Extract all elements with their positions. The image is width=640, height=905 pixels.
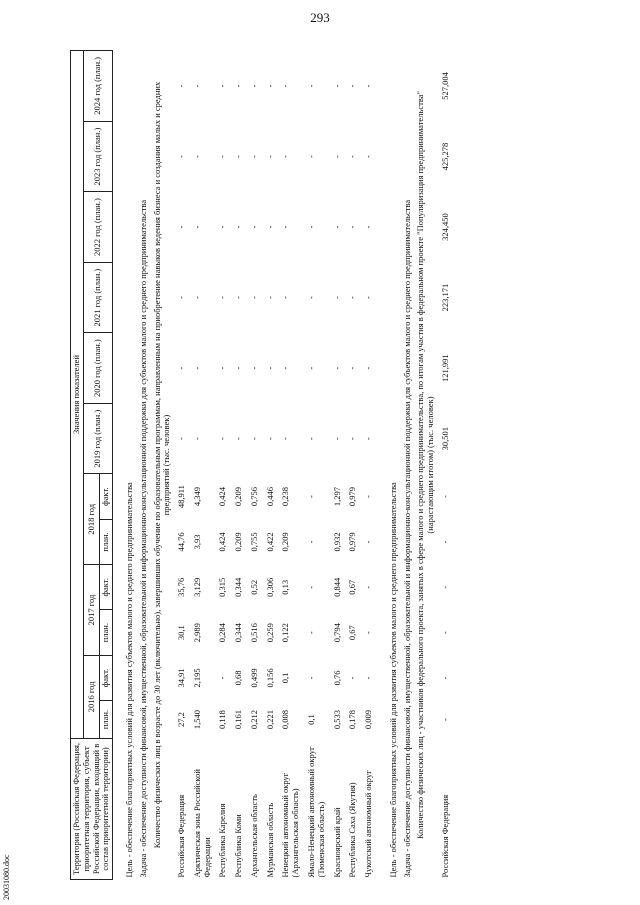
- gap-cell: [377, 51, 387, 880]
- value-cell: 0,118: [217, 710, 228, 729]
- fact-header: факт.: [100, 474, 113, 519]
- value-cell: -: [217, 437, 228, 441]
- value-cell: -: [191, 84, 202, 88]
- value-cell: -: [176, 296, 187, 300]
- value-cell: -: [248, 155, 259, 158]
- value-cell: -: [264, 84, 275, 88]
- value-cell: -: [191, 437, 202, 441]
- value-cell: -: [363, 676, 374, 680]
- value-cell: 324,450: [439, 213, 450, 241]
- value-cell: -: [347, 676, 358, 680]
- table-row: [263, 51, 279, 880]
- value-cell: 223,171: [439, 283, 450, 312]
- value-cell: 0,844: [331, 577, 342, 597]
- value-cell: -: [280, 366, 291, 370]
- value-cell: -: [191, 155, 202, 158]
- value-cell: -: [280, 84, 291, 88]
- value-cell: -: [264, 296, 275, 300]
- value-cell: -: [439, 676, 450, 680]
- value-cell: -: [217, 84, 228, 88]
- value-cell: 0,209: [233, 532, 244, 552]
- indicators-table: [70, 50, 454, 880]
- value-cell: -: [233, 437, 244, 441]
- value-cell: 0,755: [248, 532, 259, 552]
- value-cell: -: [306, 540, 317, 544]
- value-cell: -: [439, 540, 450, 544]
- year-header-2022: 2022 год (план.): [83, 192, 112, 263]
- value-cell: -: [306, 585, 317, 589]
- value-cell: -: [306, 155, 317, 158]
- value-cell: 34,91: [176, 668, 187, 688]
- value-cell: -: [248, 437, 259, 441]
- value-cell: -: [176, 437, 187, 441]
- value-cell: -: [331, 296, 342, 300]
- value-cell: -: [306, 296, 317, 300]
- value-cell: 30,1: [176, 625, 187, 641]
- value-cell: -: [280, 155, 291, 158]
- value-cell: -: [264, 366, 275, 370]
- year-header-2021: 2021 год (план.): [83, 262, 112, 333]
- value-cell: 30,501: [439, 426, 450, 451]
- fact-header: факт.: [100, 565, 113, 610]
- value-cell: -: [233, 366, 244, 370]
- section-gap: [377, 51, 387, 880]
- table-row: [330, 51, 346, 880]
- value-cell: -: [306, 631, 317, 635]
- value-cell: -: [191, 296, 202, 300]
- table-body: [113, 51, 454, 880]
- value-cell: 44,76: [176, 532, 187, 552]
- value-cell: 0,446: [264, 487, 275, 507]
- value-cell: -: [280, 296, 291, 300]
- value-cell: -: [217, 296, 228, 300]
- year-header-2024: 2024 год (план.): [83, 51, 112, 122]
- value-cell: 0,238: [280, 487, 291, 507]
- plan-header: план.: [100, 701, 113, 739]
- value-cell: -: [248, 84, 259, 88]
- value-cell: 0,756: [248, 487, 259, 507]
- section-indicator-row: [414, 51, 438, 880]
- value-cell: -: [264, 437, 275, 441]
- value-cell: 0,516: [248, 623, 259, 643]
- value-cell: -: [248, 296, 259, 300]
- value-cell: -: [363, 84, 374, 88]
- section-goal-row: [387, 51, 401, 880]
- table-row: [190, 51, 216, 880]
- value-cell: -: [363, 437, 374, 441]
- value-cell: 0,344: [233, 623, 244, 643]
- value-cell: 0,979: [347, 487, 358, 507]
- value-cell: 0,315: [217, 577, 228, 597]
- value-cell: 3,93: [191, 534, 202, 550]
- value-cell: 0,67: [347, 579, 358, 595]
- territory-name: Республика Коми: [233, 814, 244, 878]
- value-cell: -: [439, 718, 450, 721]
- value-cell: -: [217, 225, 228, 229]
- value-cell: 0,008: [280, 709, 291, 730]
- value-cell: -: [347, 84, 358, 88]
- value-cell: 0,422: [264, 532, 275, 552]
- section-task: Задача - обеспечение доступности финансовой, имущественной, образовательной и информационно-консультационной поддержки для субъектов малого и среднего предпринимательства: [137, 199, 148, 878]
- value-cell: 0,178: [347, 709, 358, 730]
- value-cell: -: [306, 225, 317, 229]
- value-cell: 48,911: [176, 485, 187, 509]
- value-cell: 0,499: [248, 668, 259, 688]
- value-cell: 0,13: [280, 579, 291, 595]
- rotated-page-content: [70, 50, 630, 880]
- value-cell: -: [363, 366, 374, 370]
- section-task-row: [137, 51, 151, 880]
- territory-name: Республика Карелия: [217, 803, 228, 878]
- value-cell: 1,540: [191, 709, 202, 730]
- territory-header: Территория (Российская Федерация, приоритетная территория, субъект Российской Федерации, входящий в состав приоритетной территории): [71, 738, 113, 879]
- value-cell: 0,533: [331, 709, 342, 730]
- value-cell: -: [176, 366, 187, 370]
- value-cell: -: [306, 366, 317, 370]
- value-cell: 0,68: [233, 670, 244, 686]
- value-cell: 0,76: [331, 670, 342, 686]
- value-cell: -: [191, 366, 202, 370]
- value-cell: 0,259: [264, 623, 275, 643]
- table-row: [174, 51, 190, 880]
- value-cell: 0,67: [347, 625, 358, 641]
- value-cell: 0,794: [331, 623, 342, 643]
- value-cell: -: [363, 495, 374, 499]
- section-indicator: Количество физических лиц - участников федерального проекта, занятых в сфере малого и среднего предпринимательства, по итогам участия в федеральном проекте "Популяризация предпринимательства" (нарастающим итогом) (тыс. человек): [415, 91, 436, 839]
- value-cell: -: [331, 366, 342, 370]
- value-cell: -: [233, 296, 244, 300]
- gap-cell: [113, 51, 124, 880]
- value-cell: -: [264, 155, 275, 158]
- value-cell: -: [363, 540, 374, 544]
- value-cell: -: [306, 495, 317, 499]
- value-cell: 0,122: [280, 623, 291, 643]
- value-cell: 527,004: [439, 72, 450, 100]
- value-cell: -: [176, 225, 187, 229]
- value-cell: -: [217, 366, 228, 370]
- value-cell: 0,212: [248, 709, 259, 730]
- value-cell: -: [176, 155, 187, 158]
- value-cell: 0,52: [248, 579, 259, 595]
- territory-name: Мурманская область: [264, 802, 275, 878]
- value-cell: -: [233, 155, 244, 158]
- value-cell: 0,156: [264, 668, 275, 688]
- fact-header: факт.: [100, 655, 113, 700]
- value-cell: 0,932: [331, 532, 342, 552]
- value-cell: -: [280, 225, 291, 229]
- territory-name: Красноярский край: [331, 807, 342, 878]
- table-row: [231, 51, 247, 880]
- footer-doc-text: 20031080.doc: [2, 854, 11, 900]
- value-cell: 0,1: [306, 714, 317, 725]
- value-cell: 0,221: [264, 709, 275, 730]
- value-cell: 27,2: [176, 712, 187, 727]
- value-cell: -: [347, 366, 358, 370]
- section-indicator: Количество физических лиц в возрасте до 30 лет (включительно), завершивших обучение по образовательным программам, направленным на приобретение навыков ведения бизнеса и создания малых и средних предприятий (тыс. человек): [151, 81, 172, 849]
- value-cell: 3,129: [191, 577, 202, 597]
- value-cell: 0,209: [280, 532, 291, 552]
- plan-header: план.: [100, 610, 113, 655]
- section-task-row: [401, 51, 415, 880]
- year-header-2019: 2019 год (план.): [83, 403, 112, 474]
- value-cell: -: [248, 225, 259, 229]
- section-indicator-row: [151, 51, 175, 880]
- value-cell: -: [264, 225, 275, 229]
- table-row: [215, 51, 231, 880]
- section-task: Задача - обеспечение доступности финансовой, имущественной, образовательной и информационно-консультационной поддержки для субъектов малого и среднего предпринимательства: [401, 199, 412, 878]
- year-header-2016: 2016 год: [83, 655, 100, 738]
- value-cell: 0,161: [233, 709, 244, 730]
- value-cell: -: [331, 84, 342, 88]
- value-cell: 0,009: [363, 709, 374, 730]
- value-cell: -: [363, 585, 374, 589]
- value-cell: 0,979: [347, 532, 358, 552]
- territory-name: Российская Федерация: [439, 794, 450, 878]
- value-cell: -: [363, 296, 374, 300]
- territory-name: Архангельская область: [248, 794, 259, 878]
- territory-name: Чукотский автономный округ: [363, 770, 374, 878]
- value-cell: 0,424: [217, 487, 228, 507]
- value-cell: 1,297: [331, 487, 342, 507]
- value-cell: -: [331, 437, 342, 441]
- territory-name: Российская Федерация: [176, 794, 187, 878]
- table-row: [438, 51, 454, 880]
- value-cell: -: [233, 84, 244, 88]
- value-cell: -: [306, 84, 317, 88]
- table-row: [247, 51, 263, 880]
- value-cell: -: [176, 84, 187, 88]
- value-cell: 2,989: [191, 623, 202, 643]
- value-cell: -: [233, 225, 244, 229]
- year-header-2017: 2017 год: [83, 565, 100, 656]
- value-cell: -: [347, 296, 358, 300]
- value-cell: -: [347, 437, 358, 441]
- year-header-2020: 2020 год (план.): [83, 333, 112, 404]
- value-cell: -: [363, 225, 374, 229]
- value-cell: 0,344: [233, 577, 244, 597]
- plan-header: план.: [100, 519, 113, 564]
- section-goal: Цель - обеспечение благоприятных условий для развития субъектов малого и среднего предпринимательства: [387, 482, 398, 878]
- value-cell: -: [306, 676, 317, 680]
- footer-doc-name: [2, 854, 22, 900]
- value-cell: -: [439, 495, 450, 499]
- territory-name: Республика Саха (Якутия): [347, 782, 358, 878]
- value-cell: -: [439, 585, 450, 589]
- value-cell: 0,284: [217, 623, 228, 643]
- section-goal: Цель - обеспечение благоприятных условий для развития субъектов малого и среднего предпринимательства: [124, 482, 135, 878]
- table-row: [361, 51, 377, 880]
- value-cell: 0,1: [280, 672, 291, 684]
- value-cell: 4,349: [191, 487, 202, 507]
- value-cell: -: [248, 366, 259, 370]
- value-cell: -: [217, 155, 228, 158]
- value-cell: -: [331, 155, 342, 158]
- values-header: Значения показателей: [71, 51, 84, 739]
- value-cell: 121,991: [439, 354, 450, 382]
- value-cell: 0,306: [264, 577, 275, 597]
- table-row: [278, 51, 304, 880]
- value-cell: -: [363, 155, 374, 158]
- value-cell: -: [280, 437, 291, 441]
- value-cell: -: [191, 225, 202, 229]
- table-row: [345, 51, 361, 880]
- year-header-2018: 2018 год: [83, 474, 100, 565]
- value-cell: -: [217, 676, 228, 680]
- section-gap: [113, 51, 124, 880]
- table-row: [304, 51, 330, 880]
- year-header-2023: 2023 год (план.): [83, 121, 112, 192]
- value-cell: 2,195: [191, 668, 202, 688]
- value-cell: -: [347, 225, 358, 229]
- value-cell: 425,278: [439, 142, 450, 171]
- section-goal-row: [123, 51, 137, 880]
- territory-name: Арктическая зона Российской Федерации: [191, 769, 212, 878]
- value-cell: -: [439, 631, 450, 635]
- value-cell: 35,76: [176, 577, 187, 597]
- value-cell: 0,209: [233, 487, 244, 507]
- territory-name: Ненецкий автономный округ (Архангельская область): [280, 772, 301, 878]
- value-cell: 0,424: [217, 532, 228, 552]
- value-cell: -: [331, 225, 342, 229]
- value-cell: -: [306, 437, 317, 441]
- territory-name: Ямало-Ненецкий автономный округ (Тюменская область): [306, 746, 326, 878]
- value-cell: -: [347, 155, 358, 158]
- value-cell: -: [363, 631, 374, 635]
- page-number: 293: [310, 10, 330, 25]
